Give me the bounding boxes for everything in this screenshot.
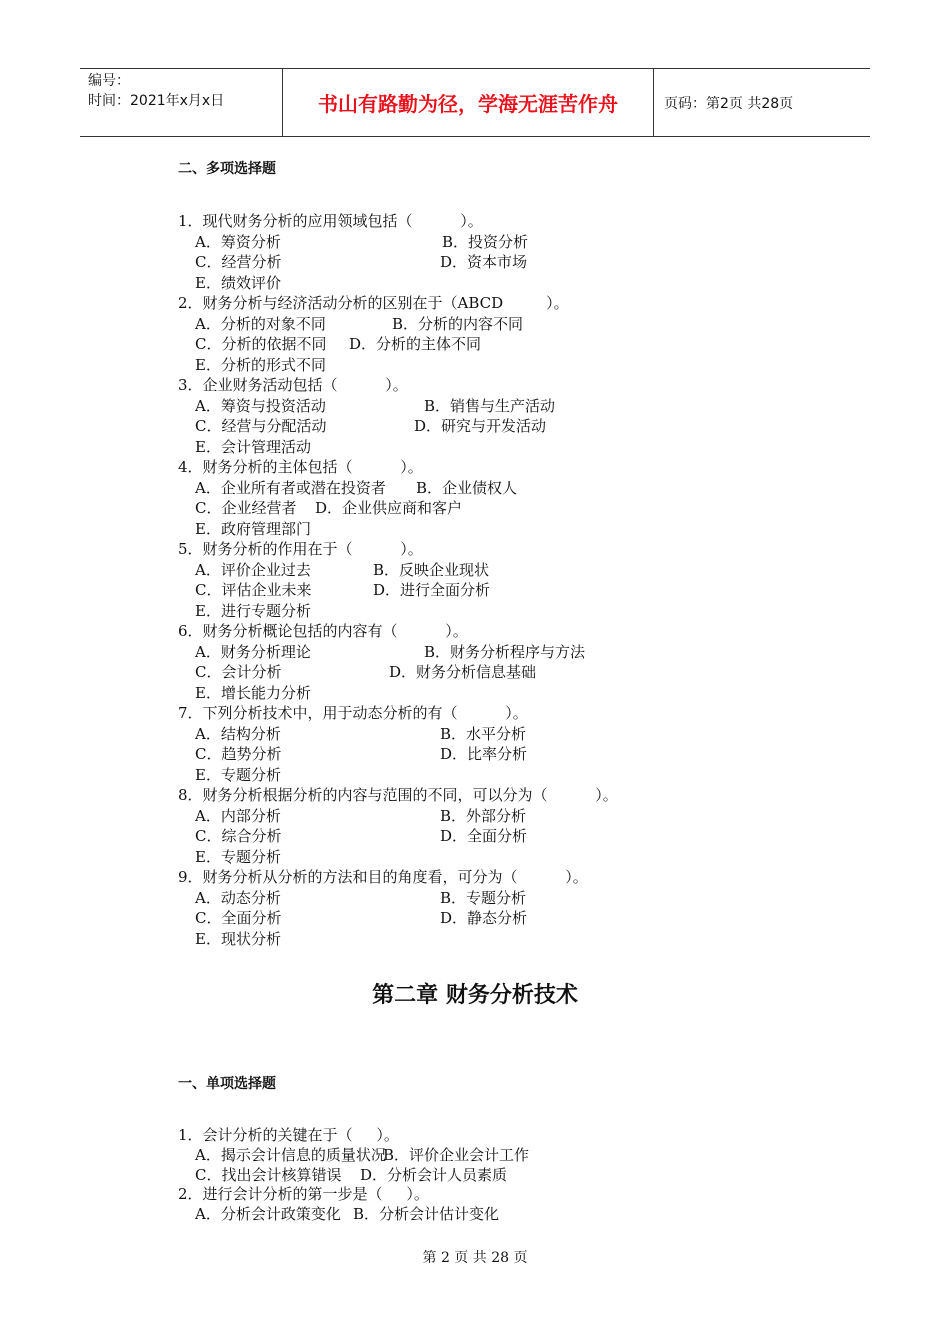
option-b: B．分析会计估计变化 [353,1205,500,1224]
header-meta [80,69,282,136]
option-row [0,765,950,786]
option-d: D．全面分析 [440,827,528,845]
option-row [0,847,950,868]
page-footer: 第 2 页 共 28 页 [422,1250,528,1266]
option-row [0,1166,950,1186]
option-row [0,314,950,335]
single-question-1 [0,1126,950,1146]
option-e: E．现状分析 [195,929,281,948]
option-row [0,334,950,355]
option-row [0,478,950,499]
option-row [0,888,950,909]
question-stem: 1．现代财务分析的应用领域包括（ ）。 [178,212,483,230]
option-c: C．经营与分配活动 [195,417,327,435]
option-a: A．分析会计政策变化 [195,1205,341,1224]
option-a: A．筹资分析 [195,232,281,251]
option-row [0,642,950,663]
option-e: E．政府管理部门 [195,519,311,538]
option-row [0,601,950,622]
option-b: B．外部分析 [440,806,527,825]
option-d: D．财务分析信息基础 [389,663,537,681]
option-row [0,355,950,376]
option-row [0,683,950,704]
option-b: B．专题分析 [440,888,527,907]
page-header [80,68,870,137]
question-stem: 2．财务分析与经济活动分析的区别在于（ABCD ）。 [178,294,569,312]
option-a: A．揭示会计信息的质量状况 [195,1145,386,1164]
option-b: B．评价企业会计工作 [383,1145,530,1164]
option-row [0,1205,950,1225]
multiple-choice-questions [0,211,950,949]
question-stem: 7．下列分析技术中，用于动态分析的有（ ）。 [178,704,528,722]
option-e: E．进行专题分析 [195,601,311,620]
option-e: E．会计管理活动 [195,437,311,456]
multi-question-6 [0,621,950,642]
multi-question-1 [0,211,950,232]
question-stem: 6．财务分析概论包括的内容有（ ）。 [178,622,468,640]
option-e: E．绩效评价 [195,273,281,292]
option-d: D．资本市场 [440,253,528,271]
option-a: A．动态分析 [195,888,281,907]
option-c: C．评估企业未来 [195,581,312,599]
question-stem: 4．财务分析的主体包括（ ）。 [178,458,423,476]
option-c: C．全面分析 [195,909,282,927]
question-stem: 9．财务分析从分析的方法和目的角度看，可分为（ ）。 [178,868,588,886]
option-row [0,519,950,540]
section-title-single-choice: 一、单项选择题 [178,1076,276,1092]
question-stem: 1．会计分析的关键在于（ ）。 [178,1126,399,1144]
header-page-info: 页码：第2页 共28页 [664,95,794,112]
header-motto: 书山有路勤为径，学海无涯苦作舟 [282,69,654,136]
option-d: D．研究与开发活动 [414,417,547,435]
number-label: 编号： [88,73,130,89]
option-row [0,560,950,581]
option-row [0,252,950,273]
option-row [0,929,950,950]
option-row [0,396,950,417]
option-c: C．找出会计核算错误 [195,1165,342,1184]
option-c: C．分析的依据不同 [195,335,327,353]
option-a: A．企业所有者或潜在投资者 [195,478,386,497]
multi-question-9 [0,867,950,888]
option-row [0,908,950,929]
option-a: A．评价企业过去 [195,560,311,579]
option-a: A．财务分析理论 [195,642,311,661]
option-row [0,232,950,253]
multi-question-4 [0,457,950,478]
option-row [0,662,950,683]
multi-question-2 [0,293,950,314]
multi-question-3 [0,375,950,396]
option-row [0,416,950,437]
option-row [0,273,950,294]
option-a: A．结构分析 [195,724,281,743]
option-b: B．水平分析 [440,724,527,743]
option-e: E．分析的形式不同 [195,355,326,374]
question-stem: 2．进行会计分析的第一步是（ ）。 [178,1185,429,1204]
question-stem: 5．财务分析的作用在于（ ）。 [178,540,423,558]
option-e: E．专题分析 [195,765,281,784]
option-row [0,744,950,765]
option-a: A．内部分析 [195,806,281,825]
option-b: B．销售与生产活动 [424,396,556,415]
option-e: E．专题分析 [195,847,281,866]
chapter-title: 第二章 财务分析技术 [372,983,578,1008]
section-title-multiple-choice: 二、多项选择题 [178,161,276,177]
multi-question-7 [0,703,950,724]
single-choice-questions [0,1126,950,1225]
option-c: C．企业经营者 [195,499,297,517]
option-a: A．筹资与投资活动 [195,396,326,415]
option-d: D．分析会计人员素质 [360,1165,508,1184]
question-stem: 8．财务分析根据分析的内容与范围的不同，可以分为（ ）。 [178,786,618,804]
option-e: E．增长能力分析 [195,683,311,702]
question-stem: 3．企业财务活动包括（ ）。 [178,376,408,394]
option-d: D．进行全面分析 [373,581,491,599]
option-c: C．经营分析 [195,253,282,271]
option-c: C．趋势分析 [195,745,282,763]
option-row [0,437,950,458]
single-question-2 [0,1185,950,1205]
option-row [0,826,950,847]
option-d: D．分析的主体不同 [349,335,482,353]
multi-question-8 [0,785,950,806]
option-b: B．财务分析程序与方法 [424,642,586,661]
time-label: 时间：2021年x月x日 [88,93,225,109]
option-row [0,498,950,519]
option-d: D．比率分析 [440,745,528,763]
option-row [0,580,950,601]
option-b: B．企业债权人 [416,478,518,497]
option-row [0,1146,950,1166]
option-d: D．静态分析 [440,909,528,927]
multi-question-5 [0,539,950,560]
option-c: C．会计分析 [195,663,282,681]
option-a: A．分析的对象不同 [195,314,326,333]
option-c: C．综合分析 [195,827,282,845]
option-d: D．企业供应商和客户 [315,499,463,517]
option-row [0,806,950,827]
option-b: B．投资分析 [442,232,529,251]
option-row [0,724,950,745]
option-b: B．分析的内容不同 [392,314,524,333]
option-b: B．反映企业现状 [373,560,490,579]
